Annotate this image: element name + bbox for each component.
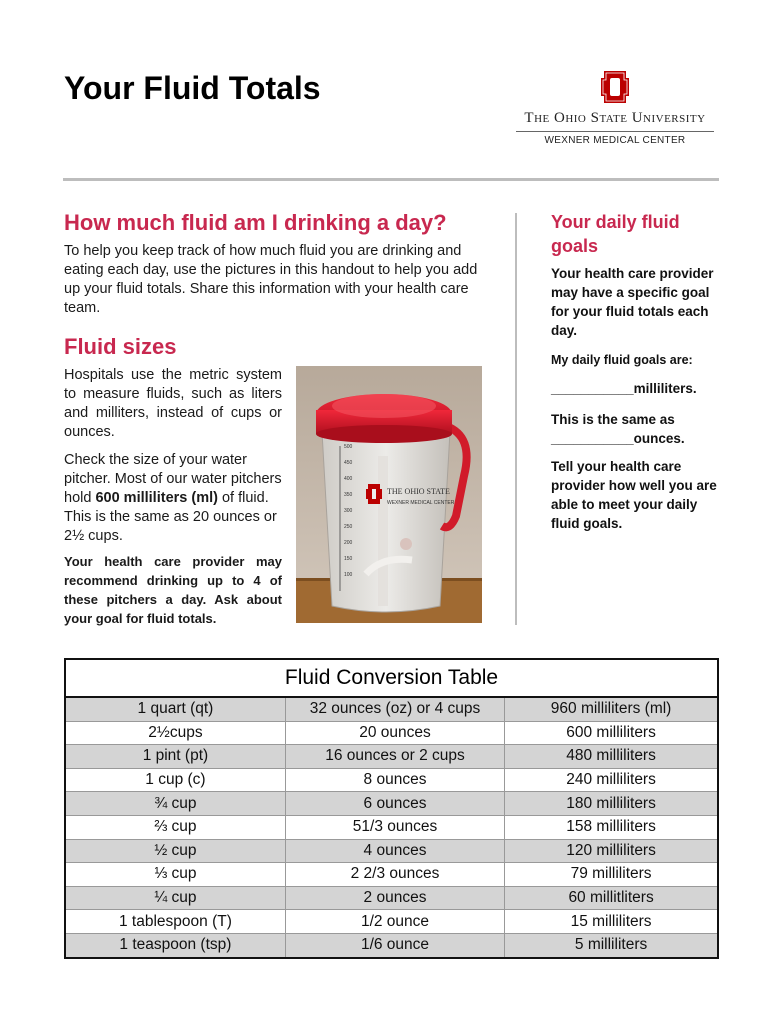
table-title: Fluid Conversion Table	[65, 659, 718, 697]
scale-mark: 200	[344, 540, 353, 546]
header-divider	[63, 178, 719, 181]
table-cell: 120 milliliters	[505, 839, 718, 863]
table-row	[65, 792, 718, 816]
table-cell: 1 teaspoon (tsp)	[65, 933, 285, 957]
logo-divider	[516, 131, 714, 132]
goal-milliliters-line	[551, 379, 721, 398]
table-cell: ⅓ cup	[65, 863, 285, 887]
table-cell: 1 cup (c)	[65, 768, 285, 792]
table-row	[65, 721, 718, 745]
table-cell: 1/2 ounce	[285, 910, 504, 934]
table-cell: 16 ounces or 2 cups	[285, 745, 504, 769]
page-title: Your Fluid Totals	[64, 70, 321, 106]
table-cell: 79 milliliters	[505, 863, 718, 887]
pitcher-label-line2: WEXNER MEDICAL CENTER	[387, 500, 455, 506]
table-cell: 6 ounces	[285, 792, 504, 816]
scale-mark: 350	[344, 492, 353, 498]
table-row	[65, 863, 718, 887]
scale-mark: 250	[344, 524, 353, 530]
metric-paragraph: Hospitals use the metric system to measure fluids, such as liters and milliters, instead of cups or ounces.	[64, 367, 282, 440]
table-cell: 1 quart (qt)	[65, 697, 285, 721]
table-cell: 240 milliliters	[505, 768, 718, 792]
table-cell: 1/6 ounce	[285, 933, 504, 957]
block-o-icon	[600, 70, 630, 104]
pitcher-paragraph	[64, 451, 282, 546]
sidebar-goals-label: My daily fluid goals are:	[551, 353, 693, 367]
section-heading-drinking: How much fluid am I drinking a day?	[64, 210, 447, 235]
scale-mark: 400	[344, 476, 353, 482]
intro-paragraph: To help you keep track of how much fluid you are drinking and eating each day, use the pictures in this handout to help you add up your fluid totals. Share this information with your health care team.	[64, 243, 478, 316]
section-heading-fluid-sizes: Fluid sizes	[64, 334, 177, 359]
table-cell: ¼ cup	[65, 886, 285, 910]
table-row	[65, 839, 718, 863]
university-logo	[510, 70, 720, 146]
table-cell: 480 milliliters	[505, 745, 718, 769]
table-row	[65, 745, 718, 769]
water-pitcher-photo	[296, 366, 482, 623]
pitcher-label-line1: THE OHIO STATE	[387, 487, 450, 496]
table-cell: 8 ounces	[285, 768, 504, 792]
table-cell: ½ cup	[65, 839, 285, 863]
table-cell: 180 milliliters	[505, 792, 718, 816]
table-cell: 51/3 ounces	[285, 815, 504, 839]
fluid-conversion-table	[64, 658, 719, 959]
table-cell: 20 ounces	[285, 721, 504, 745]
goal-milliliters-blank: ___________	[551, 381, 634, 396]
pitcher-text-b: of fluid. This is the same as 20 ounces or 2½ cups.	[64, 490, 277, 544]
table-cell: 2 ounces	[285, 886, 504, 910]
column-divider	[515, 213, 517, 625]
table-cell: 600 milliliters	[505, 721, 718, 745]
table-cell: 960 milliliters (ml)	[505, 697, 718, 721]
table-cell: 2 2/3 ounces	[285, 863, 504, 887]
sidebar-heading: Your daily fluid goals	[551, 212, 680, 256]
table-row	[65, 697, 718, 721]
scale-mark: 300	[344, 508, 353, 514]
table-cell: 2½cups	[65, 721, 285, 745]
goal-ounces-unit: ounces.	[633, 431, 685, 446]
goal-ounces-blank: ___________	[551, 431, 634, 446]
table-row	[65, 910, 718, 934]
table-cell: 5 milliliters	[505, 933, 718, 957]
table-cell: 1 pint (pt)	[65, 745, 285, 769]
table-cell: 158 milliliters	[505, 815, 718, 839]
scale-mark: 500	[344, 444, 353, 450]
scale-mark: 450	[344, 460, 353, 466]
provider-recommendation: Your health care provider may recommend drinking up to 4 of these pitchers a day. Ask about your goal for fluid totals.	[64, 554, 282, 626]
goal-ounces-line	[551, 410, 721, 448]
medical-center-name: WEXNER MEDICAL CENTER	[544, 135, 686, 146]
same-as-text: This is the same as	[551, 412, 675, 427]
table-cell: 15 milliliters	[505, 910, 718, 934]
table-cell: 60 millitliters	[505, 886, 718, 910]
sidebar-tell-provider: Tell your health care provider how well you are able to meet your daily fluid goals.	[551, 459, 717, 531]
table-cell: 1 tablespoon (T)	[65, 910, 285, 934]
table-cell: ¾ cup	[65, 792, 285, 816]
pitcher-volume: 600 milliliters (ml)	[95, 490, 218, 506]
table-cell: 4 ounces	[285, 839, 504, 863]
table-row	[65, 815, 718, 839]
table-cell: ⅔ cup	[65, 815, 285, 839]
table-row	[65, 933, 718, 957]
table-cell: 32 ounces (oz) or 4 cups	[285, 697, 504, 721]
pitcher-text-a: Check the size of your water pitcher. Most of our water pitchers hold	[64, 452, 282, 506]
table-row	[65, 768, 718, 792]
scale-mark: 100	[344, 572, 353, 578]
goal-milliliters-unit: milliliters.	[633, 381, 697, 396]
university-name: The Ohio State University	[524, 110, 706, 126]
table-row	[65, 886, 718, 910]
scale-mark: 150	[344, 556, 353, 562]
sidebar-goal-text: Your health care provider may have a specific goal for your fluid totals each day.	[551, 266, 714, 338]
